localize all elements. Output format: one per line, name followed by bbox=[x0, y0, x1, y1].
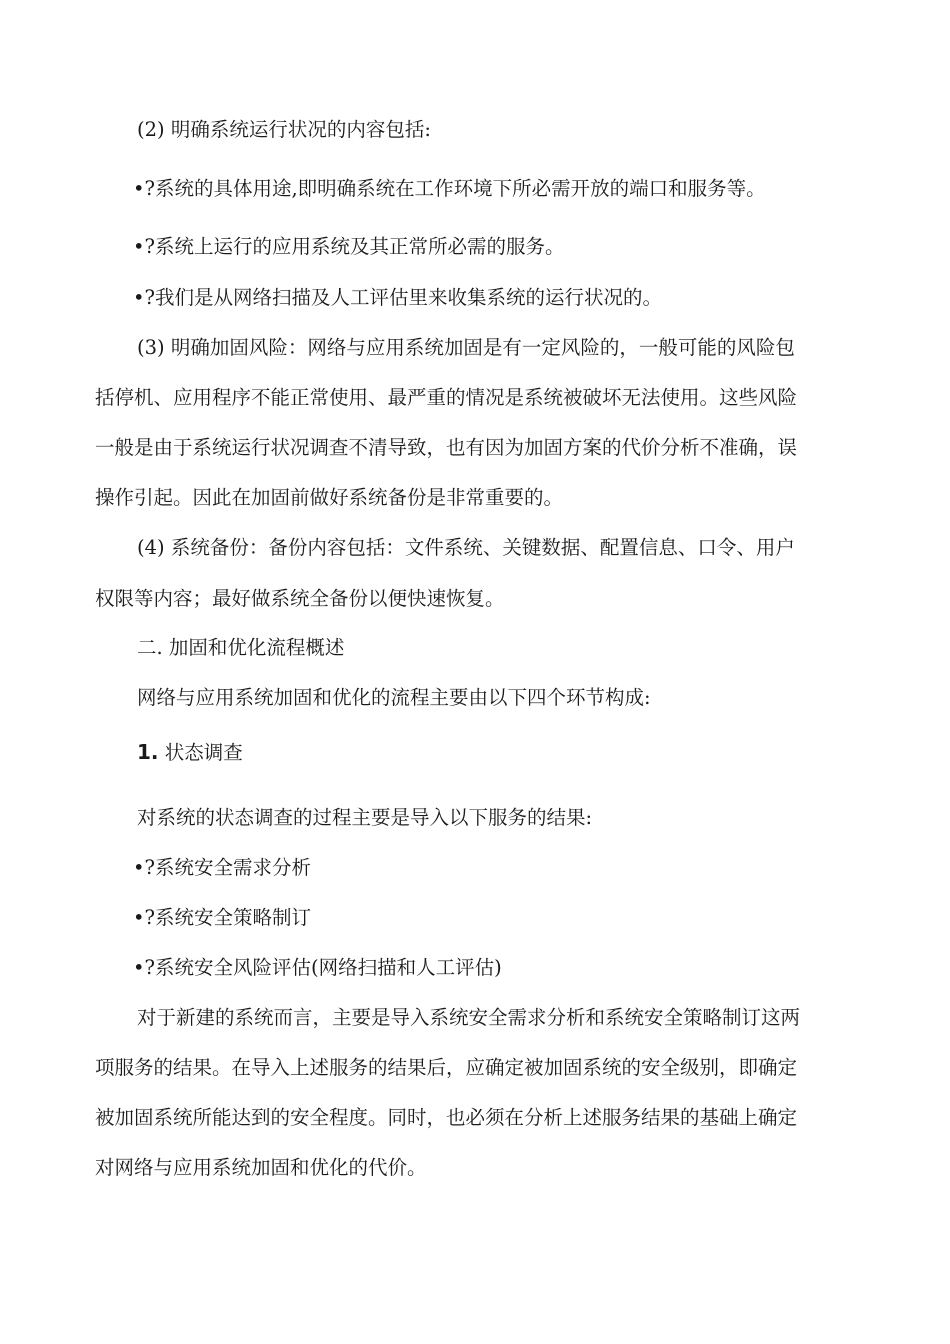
item2-bullet-2: •?系统上运行的应用系统及其正常所必需的服务。 bbox=[133, 235, 565, 258]
item3-line-4: 操作引起。因此在加固前做好系统备份是非常重要的。 bbox=[95, 486, 564, 509]
item4-line-1: (4) 系统备份：备份内容包括：文件系统、关键数据、配置信息、口令、用户 bbox=[137, 536, 795, 559]
item2-bullet-3: •?我们是从网络扫描及人工评估里来收集系统的运行状况的。 bbox=[133, 286, 662, 309]
step1-bullet-2: •?系统安全策略制订 bbox=[133, 906, 311, 929]
step1-paragraph-line-3: 被加固系统所能达到的安全程度。同时，也必须在分析上述服务结果的基础上确定 bbox=[95, 1106, 798, 1129]
step1-intro: 对系统的状态调查的过程主要是导入以下服务的结果: bbox=[137, 806, 593, 829]
step1-paragraph-line-4: 对网络与应用系统加固和优化的代价。 bbox=[95, 1156, 427, 1179]
item4-line-2: 权限等内容；最好做系统全备份以便快速恢复。 bbox=[95, 587, 505, 610]
item3-line-2: 括停机、应用程序不能正常使用、最严重的情况是系统被破坏无法使用。这些风险 bbox=[95, 386, 798, 409]
step1-heading bbox=[137, 742, 243, 763]
step1-title: 状态调查 bbox=[164, 741, 243, 764]
step1-number: 1. bbox=[137, 740, 159, 764]
item2-heading: (2) 明确系统运行状况的内容包括: bbox=[137, 118, 431, 141]
step1-paragraph-line-2: 项服务的结果。在导入上述服务的结果后，应确定被加固系统的安全级别，即确定 bbox=[95, 1056, 798, 1079]
item3-line-3: 一般是由于系统运行状况调查不清导致，也有因为加固方案的代价分析不准确，误 bbox=[95, 436, 798, 459]
item3-line-1: (3) 明确加固风险：网络与应用系统加固是有一定风险的，一般可能的风险包 bbox=[137, 336, 795, 359]
section2-intro: 网络与应用系统加固和优化的流程主要由以下四个环节构成: bbox=[137, 686, 651, 709]
section2-title: 二. 加固和优化流程概述 bbox=[137, 636, 345, 659]
step1-paragraph-line-1: 对于新建的系统而言，主要是导入系统安全需求分析和系统安全策略制订这两 bbox=[137, 1006, 801, 1029]
step1-bullet-1: •?系统安全需求分析 bbox=[133, 856, 311, 879]
item2-bullet-1: •?系统的具体用途,即明确系统在工作环境下所必需开放的端口和服务等。 bbox=[133, 177, 766, 200]
step1-bullet-3: •?系统安全风险评估(网络扫描和人工评估) bbox=[133, 956, 502, 979]
